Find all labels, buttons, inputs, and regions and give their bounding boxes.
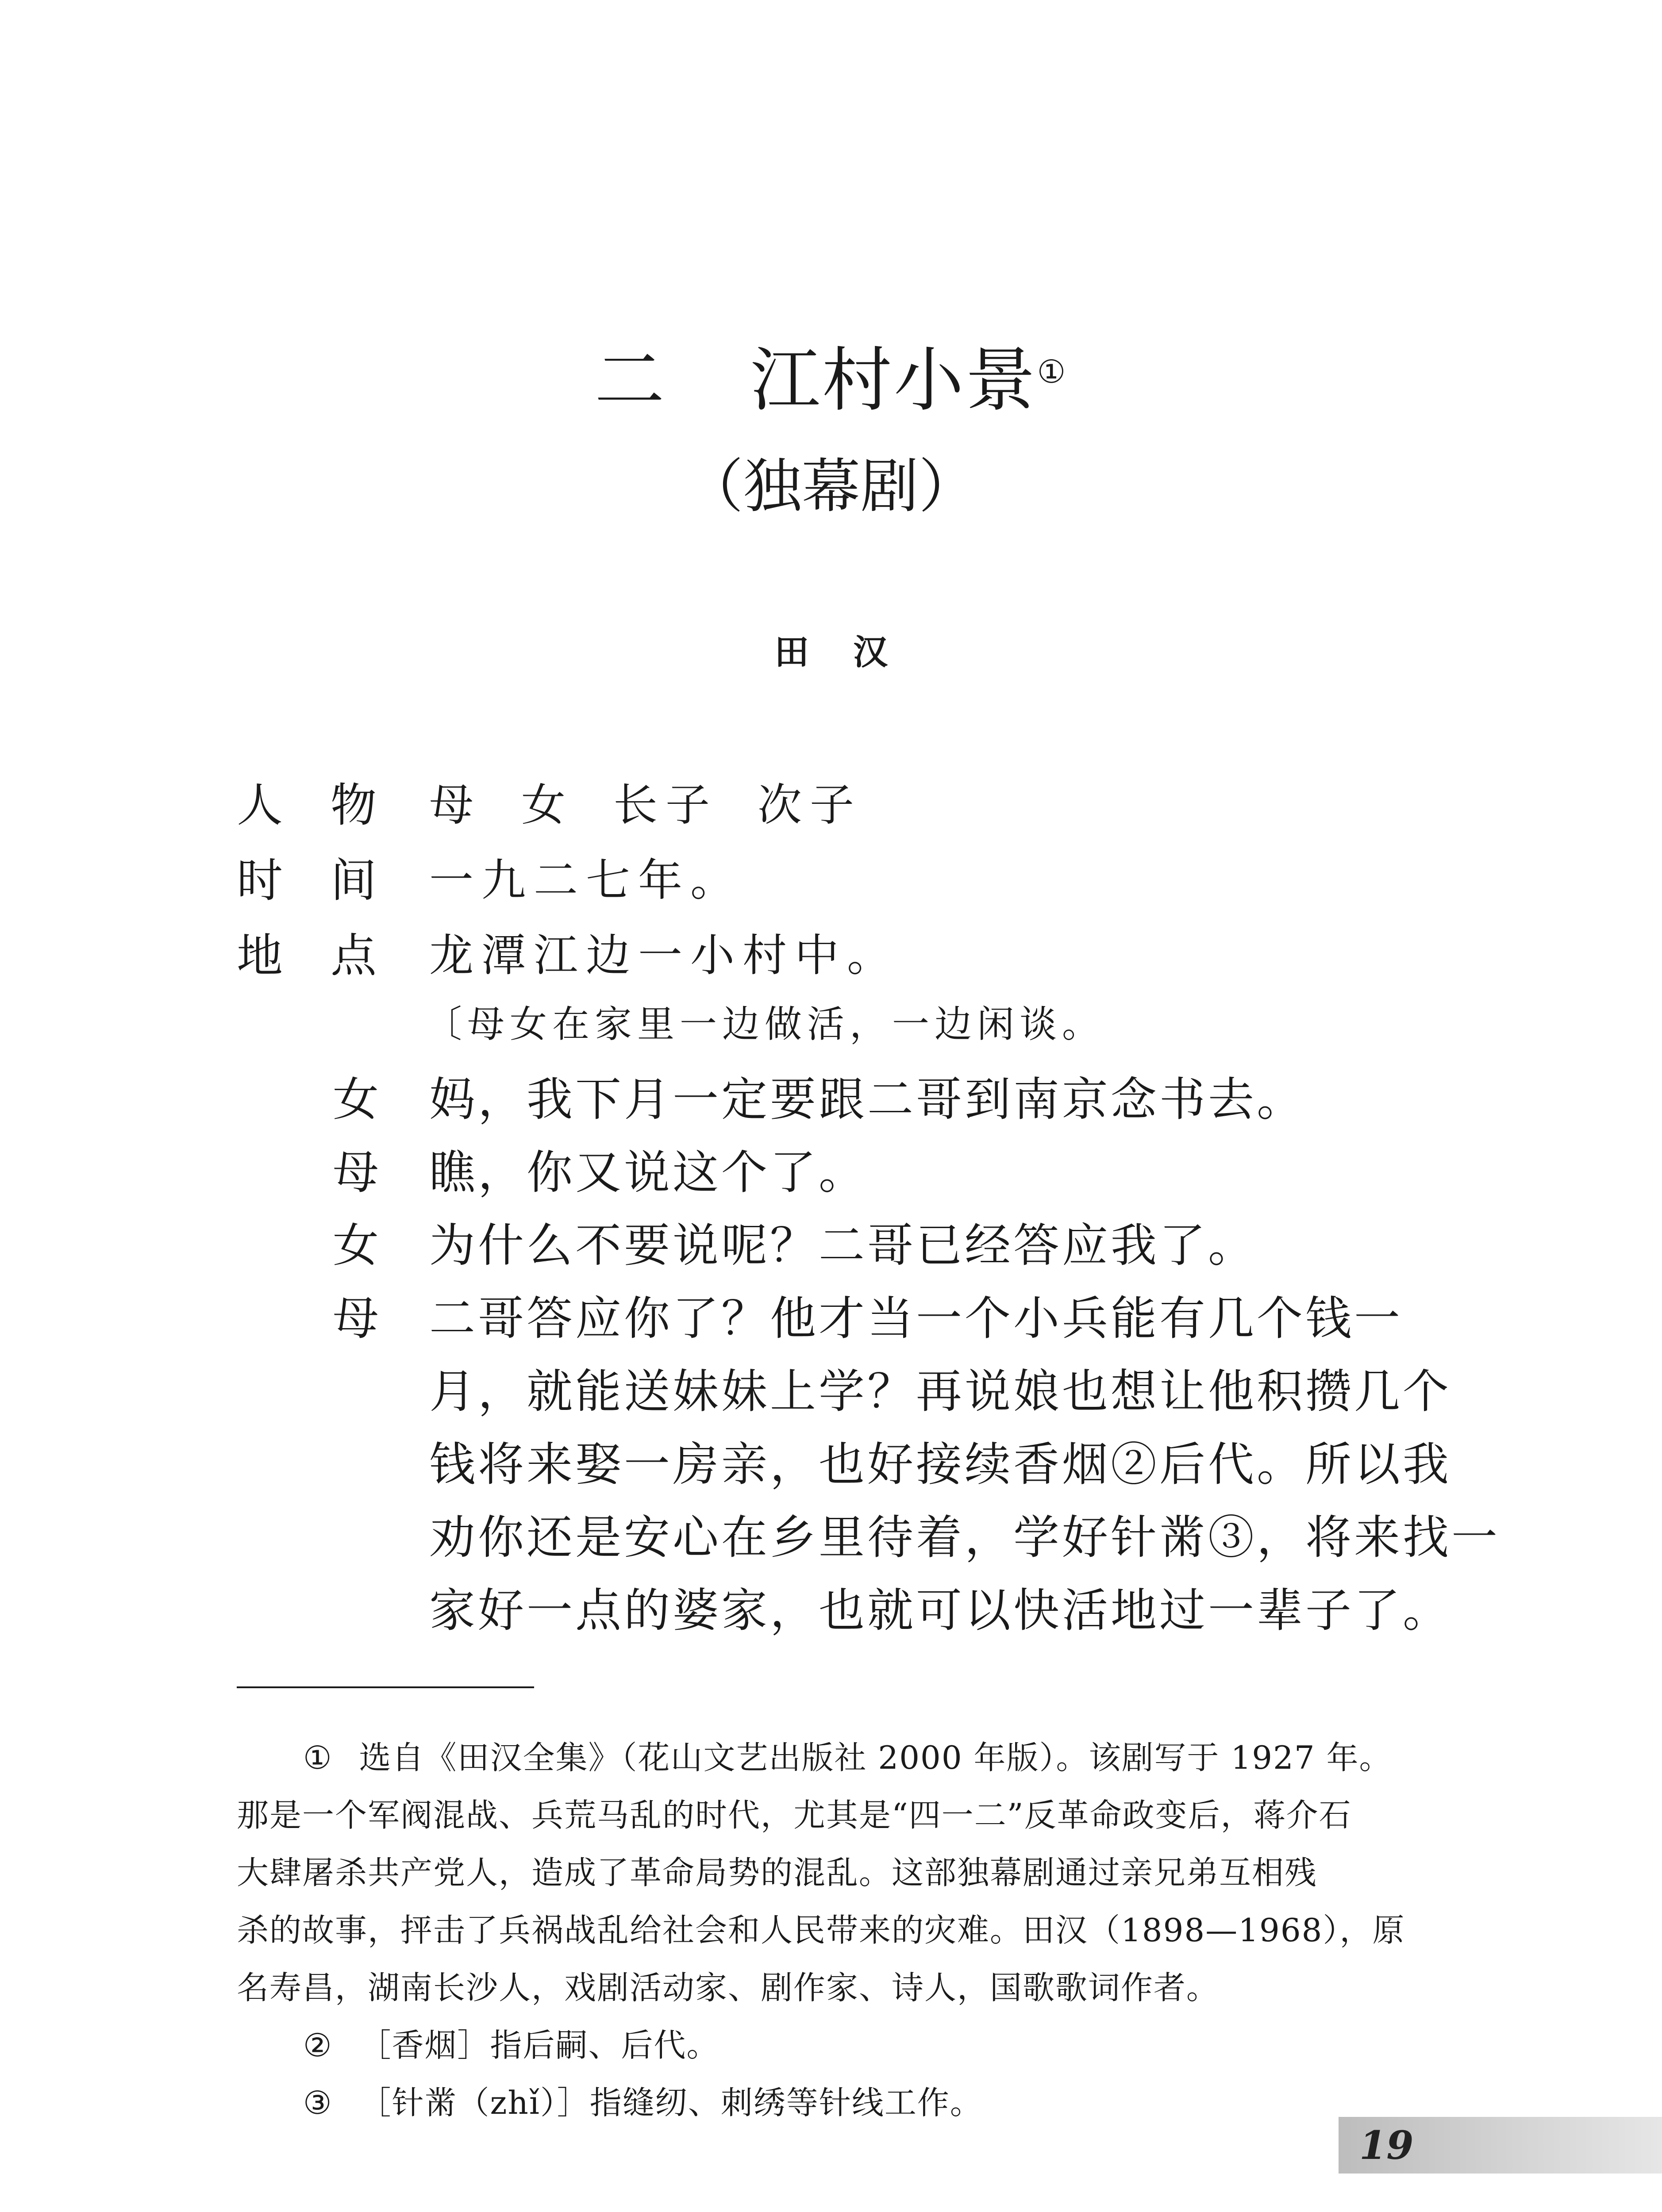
dialogue-line: 劝你还是安心在乡里待着，学好针黹③，将来找一: [429, 1510, 1500, 1564]
footnote-1: [237, 1736, 1427, 1779]
footnote-mark: ③: [303, 2084, 333, 2121]
page-number: 19: [1359, 2122, 1414, 2168]
footnote-line: 大肆屠杀共产党人，造成了革命局势的混乱。这部独幕剧通过亲兄弟互相残: [237, 1854, 1318, 1891]
title-text: 江村小景: [750, 340, 1037, 421]
footnote-line: 那是一个军阀混战、兵荒马乱的时代，尤其是“四一二”反革命政变后，蒋介石: [237, 1797, 1352, 1834]
meta-value-characters: [429, 779, 862, 832]
title-footnote-mark[interactable]: ①: [1037, 353, 1068, 390]
speaker-mother: 母: [333, 1291, 379, 1345]
dialogue-line: 月，就能送妹妹上学？再说娘也想让他积攒几个: [429, 1364, 1452, 1418]
footnote-text: 选自《田汉全集》（花山文艺出版社 2000 年版）。该剧写于 1927 年。: [359, 1739, 1392, 1776]
footnote-line: 名寿昌，湖南长沙人，戏剧活动家、剧作家、诗人，国歌歌词作者。: [237, 1969, 1220, 2006]
character-eldest-son: 长子: [613, 779, 718, 831]
footnote-mark: ②: [303, 2027, 333, 2064]
footnote-mark: ①: [303, 1739, 333, 1776]
meta-label-characters: 人物: [237, 778, 425, 832]
meta-label-time: 时间: [237, 853, 425, 907]
footnote-text: ［针黹（zhǐ）］指缝纫、刺绣等针线工作。: [359, 2084, 983, 2121]
footnote-text: ［香烟］指后嗣、后代。: [359, 2027, 719, 2064]
meta-value-time: 一九二七年。: [429, 854, 743, 906]
footnote-2: [237, 2024, 1427, 2066]
dialogue-line: 家好一点的婆家，也就可以快活地过一辈子了。: [429, 1583, 1452, 1637]
character-mother: 母: [429, 779, 481, 831]
footnote-line: 杀的故事，抨击了兵祸战乱给社会和人民带来的灾难。田汉（1898—1968），原: [237, 1912, 1405, 1949]
footnote-3: [237, 2081, 1427, 2124]
page-subtitle: （独幕剧）: [685, 453, 977, 521]
footnote-divider: [237, 1686, 534, 1688]
speaker-daughter: 女: [333, 1218, 379, 1272]
page-title: [0, 336, 1662, 425]
meta-value-place: 龙潭江边一小村中。: [429, 929, 899, 981]
stage-direction: 〔母女在家里一边做活，一边闲谈。: [425, 1002, 1105, 1046]
dialogue-line: 二哥答应你了？他才当一个小兵能有几个钱一: [429, 1291, 1403, 1345]
speaker-mother: 母: [333, 1145, 379, 1199]
dialogue-line: 钱将来娶一房亲，也好接续香烟②后代。所以我: [429, 1437, 1452, 1491]
dialogue-line: 妈，我下月一定要跟二哥到南京念书去。: [429, 1072, 1306, 1126]
title-number: 二: [594, 340, 666, 421]
author: 田汉: [774, 632, 932, 672]
dialogue-line: 瞧，你又说这个了。: [429, 1145, 868, 1199]
character-second-son: 次子: [758, 779, 862, 831]
meta-label-place: 地点: [237, 929, 425, 983]
dialogue-line: 为什么不要说呢？二哥已经答应我了。: [429, 1218, 1257, 1272]
speaker-daughter: 女: [333, 1072, 379, 1126]
character-daughter: 女: [521, 779, 573, 831]
